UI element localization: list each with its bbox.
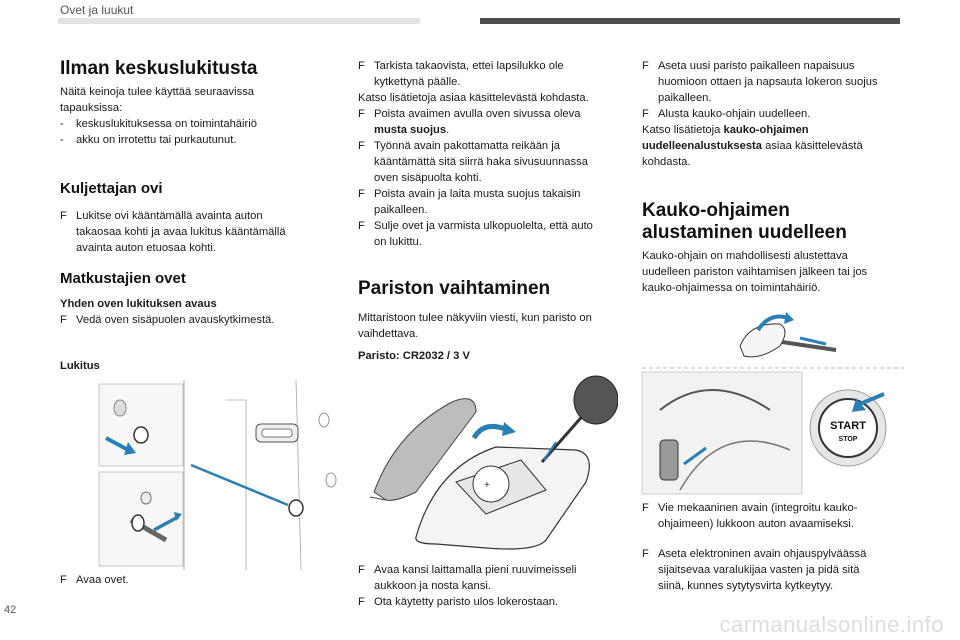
battery-steps: F Avaa kansi laittamalla pieni ruuvimeisseli aukkoon ja nosta kansi. F Ota käytetty paristo ulos lokerostaan. xyxy=(358,564,577,608)
battery-heading: Pariston vaihtaminen xyxy=(358,278,551,299)
remote-key-battery-illustration xyxy=(356,372,618,562)
stop-label: STOP xyxy=(838,436,858,443)
start-stop-illustration xyxy=(640,300,906,500)
passenger-doors-heading: Matkustajien ovet xyxy=(60,270,186,287)
driver-door-text: F Lukitse ovi kääntämällä avainta auton takaosaa kohti ja avaa lukitus kääntämällä avainta auton etuosaa kohti. xyxy=(60,210,286,254)
door-lock-illustration xyxy=(96,380,346,570)
reinit-step-a: F Vie mekaaninen avain (integroitu kauko- ohjaimeen) lukkoon auton avaamiseksi. xyxy=(642,502,858,530)
reinit-heading: Kauko-ohjaimen alustaminen uudelleen xyxy=(642,200,847,243)
battery-intro: Mittaristoon tulee näkyviin viesti, kun paristo on vaihdettava. xyxy=(358,312,592,340)
reinit-step-b: F Aseta elektroninen avain ohjauspylväässä sijaitsevaa varalukijaa vasten ja pidä sitä siinä, kunnes sytytysvirta kytkeytyy. xyxy=(642,548,867,592)
col3-instructions: F Aseta uusi paristo paikalleen napaisuus huomioon ottaen ja napsauta lokeron suojus paikalleen. F Alusta kauko-ohjain uudelleen. Katso lisätietoja kauko-ohjaimen uudelleenalustuksesta asiaa käsittelevästä kohdasta. xyxy=(642,60,878,168)
intro-text xyxy=(60,84,340,148)
list-item: - keskuslukituksessa on toimintahäiriö xyxy=(60,118,257,130)
intro-line: tapauksissa: xyxy=(60,102,123,114)
start-label: START xyxy=(830,420,866,432)
open-doors-text: F Avaa ovet. xyxy=(60,574,129,586)
header-bar-right xyxy=(480,18,900,24)
page-number: 42 xyxy=(4,604,17,616)
col2-instructions: F Tarkista takaovista, ettei lapsilukko ole kytkettynä päälle. Katso lisätietoja asiaa käsittelevästä kohdasta. F Poista avaimen avulla oven sivussa oleva musta suojus. F Työnnä avain pakottamatta reikään ja kääntämättä sitä siirrä haka sivusuunnassa oven sisäpuolta kohti. F Poista avain ja laita musta suojus takaisin paikalleen. F Sulje ovet ja varmista ulkopuolelta, että auto on lukittu. xyxy=(358,60,593,248)
driver-door-heading: Kuljettajan ovi xyxy=(60,180,163,197)
battery-type: Paristo: CR2032 / 3 V xyxy=(358,350,470,362)
locking-label: Lukitus xyxy=(60,360,100,372)
intro-line: Näitä keinoja tulee käyttää seuraavissa xyxy=(60,86,255,98)
passenger-text: F Vedä oven sisäpuolen avauskytkimestä. xyxy=(60,314,275,326)
passenger-subtitle: Yhden oven lukituksen avaus xyxy=(60,298,217,310)
list-item: - akku on irrotettu tai purkautunut. xyxy=(60,134,237,146)
watermark: carmanualsonline.info xyxy=(719,612,944,637)
svg-text:+: + xyxy=(484,480,490,491)
section-header: Ovet ja luukut xyxy=(60,3,134,17)
page-title: Ilman keskuslukitusta xyxy=(60,58,258,79)
header-bar-left xyxy=(58,18,420,24)
reinit-intro: Kauko-ohjain on mahdollisesti alustettava uudelleen pariston vaihtamisen jälkeen tai jos kauko-ohjaimessa on toimintahäiriö. xyxy=(642,250,868,294)
